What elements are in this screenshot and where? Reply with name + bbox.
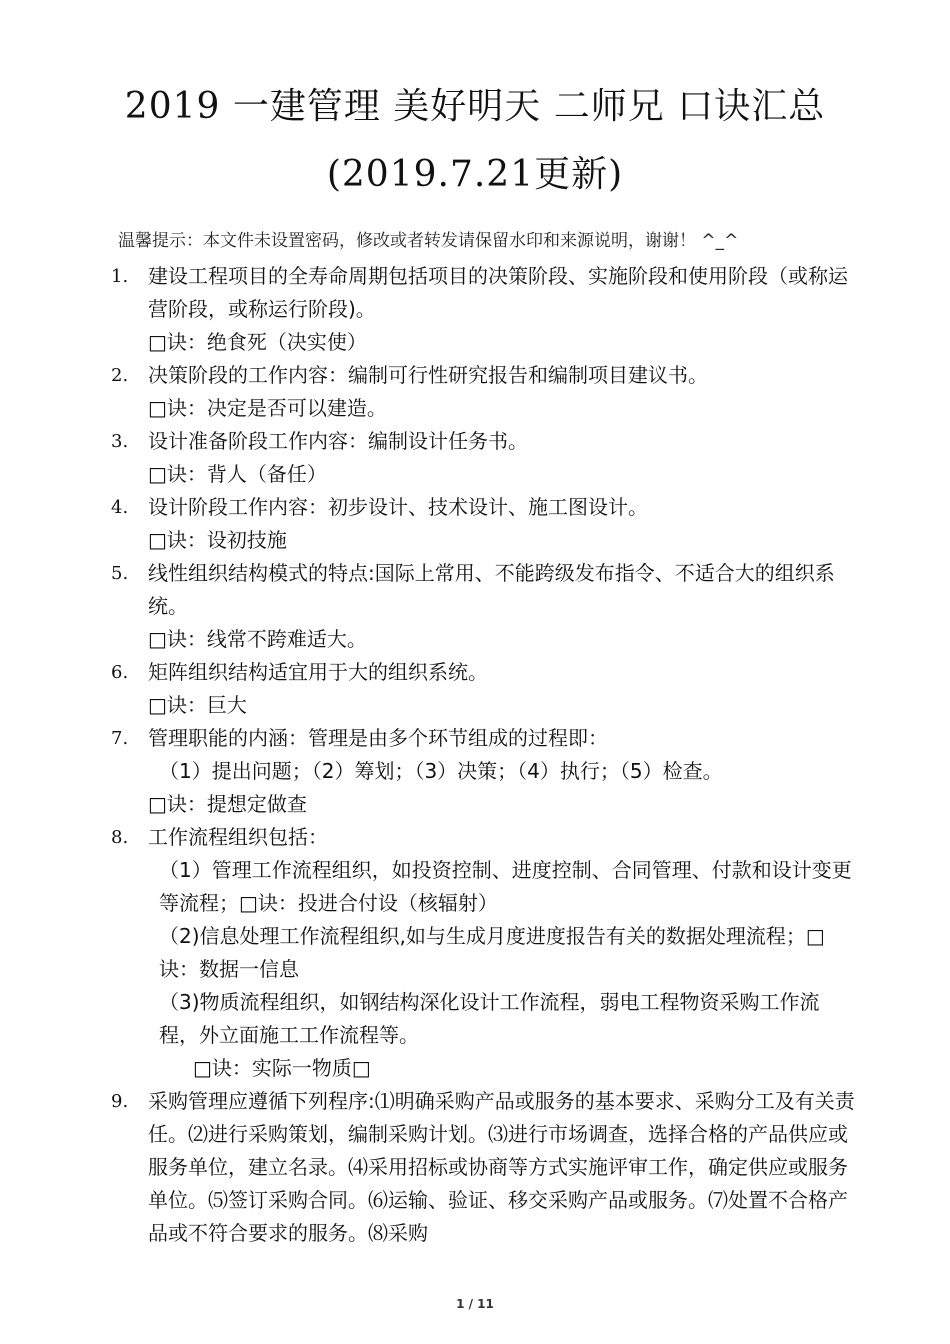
item-number: 6. [111, 662, 129, 683]
list-item [111, 1085, 856, 1250]
document-title-line1: 2019 一建管理 美好明天 二师兄 口诀汇总 [124, 86, 826, 127]
mnemonic: □诀：实际一物质□ [193, 1056, 371, 1080]
item-text: 线性组织结构模式的特点:国际上常用、不能跨级发布指令、不适合大的组织系统。 [148, 561, 835, 618]
list-item [111, 656, 856, 722]
item-number: 7. [111, 728, 129, 749]
list-item [111, 260, 856, 359]
list-item [111, 359, 856, 425]
list-item [111, 491, 856, 557]
item-text: 建设工程项目的全寿命周期包括项目的决策阶段、实施阶段和使用阶段（或称运营阶段，或称运行阶段)。 [148, 264, 848, 321]
item-number: 4. [111, 497, 129, 518]
item-text: 矩阵组织结构适宜用于大的组织系统。 [148, 660, 488, 684]
item-number: 3. [111, 431, 129, 452]
sub-item: （2)信息处理工作流程组织,如与生成月度进度报告有关的数据处理流程；□诀：数据一信息 [159, 924, 825, 981]
item-text: 采购管理应遵循下列程序:⑴明确采购产品或服务的基本要求、采购分工及有关责任。⑵进行采购策划，编制采购计划。⑶进行市场调查，选择合格的产品供应或服务单位，建立名录。⑷采用招标或协商等方式实施评审工作，确定供应或服务单位。⑸签订采购合同。⑹运输、验证、移交采购产品或服务。⑺处置不合格产品或不符合要求的服务。⑻采购 [148, 1089, 855, 1245]
list-item [111, 722, 856, 821]
item-text: 设计准备阶段工作内容：编制设计任务书。 [148, 429, 528, 453]
document-title-line2: (2019.7.21更新) [326, 154, 624, 195]
sub-item: （1）管理工作流程组织，如投资控制、进度控制、合同管理、付款和设计变更等流程；□诀：投进合付设（核辐射） [159, 858, 852, 915]
document-body [111, 260, 856, 1250]
mnemonic: □诀：线常不跨难适大。 [148, 627, 367, 651]
item-text: 设计阶段工作内容：初步设计、技术设计、施工图设计。 [148, 495, 648, 519]
reminder-note: 温馨提示：本文件未设置密码，修改或者转发请保留水印和来源说明，谢谢！ ^_^ [118, 231, 739, 251]
item-number: 1. [111, 266, 129, 287]
management-steps: （1）提出问题；（2）筹划；（3）决策；（4）执行；（5）检查。 [159, 759, 723, 783]
list-item [111, 425, 856, 491]
item-number: 9. [111, 1091, 129, 1112]
mnemonic: □诀：巨大 [148, 693, 247, 717]
page-number: 1 / 11 [456, 1297, 494, 1311]
item-text: 工作流程组织包括： [148, 825, 328, 849]
item-number: 5. [111, 563, 129, 584]
list-item [111, 821, 856, 1085]
mnemonic: □诀：决定是否可以建造。 [148, 396, 387, 420]
mnemonic: □诀：绝食死（决实使） [148, 330, 367, 354]
item-text: 决策阶段的工作内容：编制可行性研究报告和编制项目建议书。 [148, 363, 708, 387]
mnemonic: □诀：背人（备任） [148, 462, 327, 486]
mnemonic: □诀：提想定做查 [148, 792, 307, 816]
mnemonic: □诀：设初技施 [148, 528, 287, 552]
item-text: 管理职能的内涵：管理是由多个环节组成的过程即： [148, 726, 608, 750]
item-number: 2. [111, 365, 129, 386]
list-item [111, 557, 856, 656]
sub-item: （3)物质流程组织，如钢结构深化设计工作流程，弱电工程物资采购工作流程，外立面施工工作流程等。 [159, 990, 820, 1047]
item-number: 8. [111, 827, 129, 848]
